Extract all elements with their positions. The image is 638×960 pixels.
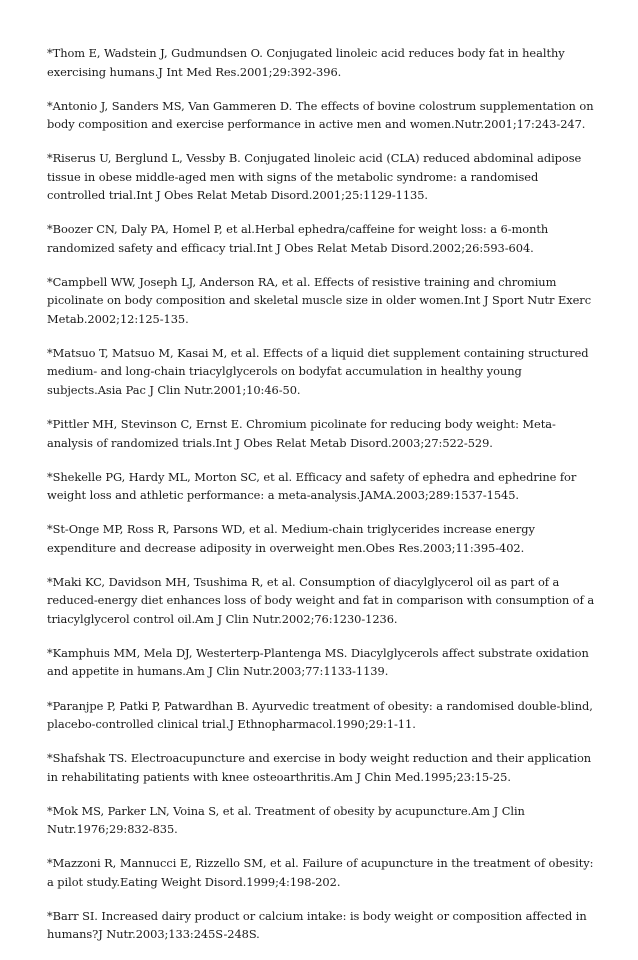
reference-item: *Matsuo T, Matsuo M, Kasai M, et al. Effects of a liquid diet supplement containing structured medium- and long-chain triacylglycerols on bodyfat accumulation in healthy young subjects.Asia Pac J Clin Nutr.2001;10:46-50.: [47, 345, 589, 397]
reference-list: [47, 44, 595, 960]
reference-item: *Thom E, Wadstein J, Gudmundsen O. Conjugated linoleic acid reduces body fat in healthy exercising humans.J Int Med Res.2001;29:392-396.: [47, 46, 565, 79]
reference-item: *Kamphuis MM, Mela DJ, Westerterp-Plantenga MS. Diacylglycerols affect substrate oxidation and appetite in humans.Am J Clin Nutr.2003;77:1133-1139.: [47, 645, 589, 679]
reference-item: *Campbell WW, Joseph LJ, Anderson RA, et al. Effects of resistive training and chromium picolinate on body composition and skeletal muscle size in older women.Int J Sport Nutr Exerc Metab.2002;12:125-135.: [47, 274, 592, 326]
reference-item: *Shekelle PG, Hardy ML, Morton SC, et al. Efficacy and safety of ephedra and ephedrine for weight loss and athletic performance: a meta-analysis.JAMA.2003;289:1537-1545.: [47, 469, 577, 503]
reference-item: *Mazzoni R, Mannucci E, Rizzello SM, et al. Failure of acupuncture in the treatment of obesity: a pilot study.Eating Weight Disord.1999;4:198-202.: [47, 856, 594, 889]
reference-item: *Riserus U, Berglund L, Vessby B. Conjugated linoleic acid (CLA) reduced abdominal adipose tissue in obese middle-aged men with signs of the metabolic syndrome: a randomised controlled trial.Int J Obes Relat Metab Disord.2001;25:1129-1135.: [47, 151, 582, 203]
reference-item: *St-Onge MP, Ross R, Parsons WD, et al. Medium-chain triglycerides increase energy expenditure and decrease adiposity in overweight men.Obes Res.2003;11:395-402.: [47, 522, 535, 555]
reference-item: *Antonio J, Sanders MS, Van Gammeren D. The effects of bovine colostrum supplementation on body composition and exercise performance in active men and women.Nutr.2001;17:243-247.: [47, 98, 594, 132]
reference-item: *Mok MS, Parker LN, Voina S, et al. Treatment of obesity by acupuncture.Am J Clin Nutr.1976;29:832-835.: [47, 803, 525, 837]
reference-item: *Maki KC, Davidson MH, Tsushima R, et al. Consumption of diacylglycerol oil as part of a reduced-energy diet enhances loss of body weight and fat in comparison with consumption of a triacylglycerol control oil.Am J Clin Nutr.2002;76:1230-1236.: [47, 574, 595, 626]
reference-item: *Shafshak TS. Electroacupuncture and exercise in body weight reduction and their application in rehabilitating patients with knee osteoarthritis.Am J Chin Med.1995;23:15-25.: [47, 751, 592, 784]
reference-item: *Barr SI. Increased dairy product or calcium intake: is body weight or composition affected in humans?J Nutr.2003;133:245S-248S.: [47, 908, 587, 942]
reference-item: *Boozer CN, Daly PA, Homel P, et al.Herbal ephedra/caffeine for weight loss: a 6-month randomized safety and efficacy trial.Int J Obes Relat Metab Disord.2002;26:593-604.: [47, 222, 549, 255]
reference-item: *Pittler MH, Stevinson C, Ernst E. Chromium picolinate for reducing body weight: Meta-analysis of randomized trials.Int J Obes Relat Metab Disord.2003;27:522-529.: [47, 417, 556, 450]
reference-item: *Paranjpe P, Patki P, Patwardhan B. Ayurvedic treatment of obesity: a randomised double-blind, placebo-controlled clinical trial.J Ethnopharmacol.1990;29:1-11.: [47, 698, 593, 732]
